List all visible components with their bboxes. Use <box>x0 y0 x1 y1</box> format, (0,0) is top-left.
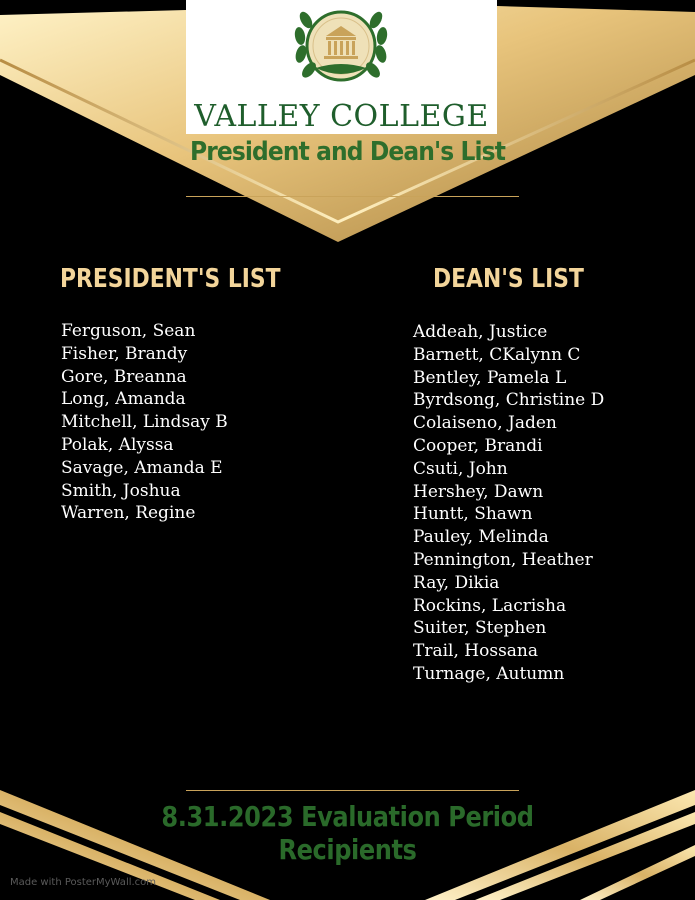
list-item: Mitchell, Lindsay B <box>61 412 228 433</box>
list-item: Huntt, Shawn <box>413 504 533 525</box>
list-item: Suiter, Stephen <box>413 618 547 639</box>
list-item: Pauley, Melinda <box>413 527 549 548</box>
college-seal-icon <box>286 0 397 100</box>
deans-list-heading: DEAN'S LIST <box>433 264 584 294</box>
bottom-divider <box>186 790 519 791</box>
list-item: Savage, Amanda E <box>61 457 223 478</box>
list-item: Addeah, Justice <box>413 322 548 342</box>
list-item: Ferguson, Sean <box>61 321 196 341</box>
watermark: Made with PosterMyWall.com <box>10 877 157 888</box>
list-item: Warren, Regine <box>61 503 196 524</box>
logo-panel <box>186 0 497 134</box>
list-item: Polak, Alyssa <box>61 434 174 455</box>
list-item: Byrdsong, Christine D <box>413 390 605 411</box>
footer-title: 8.31.2023 Evaluation Period Recipients <box>161 800 534 866</box>
presidents-list-heading: PRESIDENT'S LIST <box>60 264 281 294</box>
list-item: Ray, Dikia <box>413 572 500 593</box>
top-divider <box>186 196 519 197</box>
list-item: Hershey, Dawn <box>413 481 544 502</box>
deans-list <box>413 321 604 686</box>
page-subtitle: President and Dean's List <box>190 137 505 167</box>
list-item: Rockins, Lacrisha <box>413 595 567 616</box>
list-item: Gore, Breanna <box>61 366 187 387</box>
list-item: Long, Amanda <box>61 389 186 410</box>
list-item: Trail, Hossana <box>413 641 539 662</box>
list-item: Csuti, John <box>413 458 508 479</box>
list-item: Smith, Joshua <box>61 480 181 501</box>
list-item: Fisher, Brandy <box>61 343 188 364</box>
presidents-list <box>61 320 228 525</box>
list-item: Turnage, Autumn <box>413 663 565 684</box>
logo-wordmark: VALLEY COLLEGE <box>194 99 489 134</box>
list-item: Cooper, Brandi <box>413 435 543 456</box>
list-item: Pennington, Heather <box>413 549 593 570</box>
list-item: Barnett, CKalynn C <box>413 344 581 365</box>
list-item: Colaiseno, Jaden <box>413 413 557 434</box>
list-item: Bentley, Pamela L <box>413 367 567 388</box>
